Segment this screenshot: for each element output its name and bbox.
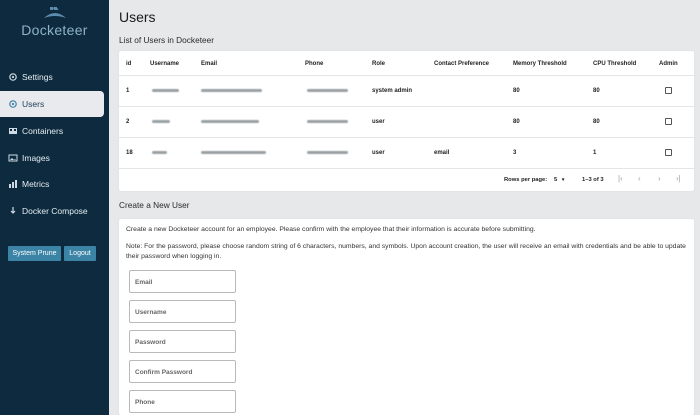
redacted-email (201, 89, 262, 92)
list-title: List of Users in Docketeer (119, 35, 214, 45)
cell-cpu-threshold: 1 (593, 150, 597, 156)
column-header-cpu-threshold[interactable]: CPU Threshold (593, 61, 637, 67)
phone-field[interactable] (129, 390, 236, 413)
first-page-icon[interactable]: |‹ (618, 174, 623, 183)
column-header-phone[interactable]: Phone (305, 61, 324, 67)
sidebar-item-metrics[interactable] (0, 171, 109, 197)
rows-per-page-label: Rows per page: (504, 177, 548, 183)
password-input[interactable] (130, 332, 235, 353)
row-divider (119, 168, 694, 169)
sidebar-item-label: Docker Compose (22, 206, 88, 216)
sidebar-item-containers[interactable] (0, 118, 109, 144)
sidebar-item-label: Settings (22, 72, 53, 82)
email-field[interactable] (129, 270, 236, 293)
column-header-admin[interactable]: Admin (659, 61, 678, 67)
sidebar-item-label: Containers (22, 126, 64, 136)
email-input[interactable] (130, 272, 235, 293)
column-header-memory-threshold[interactable]: Memory Threshold (513, 61, 567, 67)
sidebar-item-images[interactable] (0, 145, 109, 171)
confirm-password-input[interactable] (130, 362, 235, 383)
sidebar (0, 0, 109, 415)
pagination-range: 1–3 of 3 (582, 177, 604, 183)
redacted-username (152, 89, 179, 92)
cell-role: system admin (372, 88, 413, 94)
cell-role: user (372, 119, 385, 125)
column-header-id[interactable]: id (126, 61, 132, 67)
column-header-role[interactable]: Role (372, 61, 386, 67)
column-header-contact-preference[interactable]: Contact Preference (434, 61, 490, 67)
sidebar-item-users[interactable] (0, 91, 104, 117)
sidebar-item-label: Images (22, 153, 50, 163)
next-page-icon[interactable]: › (658, 174, 661, 183)
cell-id: 2 (126, 119, 130, 125)
column-header-username[interactable]: Username (150, 61, 180, 67)
create-user-title: Create a New User (119, 200, 190, 210)
username-field[interactable] (129, 300, 236, 323)
users-table (119, 51, 694, 191)
metrics-icon (8, 179, 18, 189)
cell-memory-threshold: 3 (513, 150, 517, 156)
logo-text: Docketeer (21, 22, 88, 38)
redacted-phone (307, 151, 348, 154)
cell-memory-threshold: 80 (513, 119, 520, 125)
column-header-email[interactable]: Email (201, 61, 218, 67)
redacted-phone (307, 120, 348, 123)
chevron-down-icon: ▾ (561, 177, 565, 183)
rows-per-page-select[interactable] (554, 177, 564, 183)
sidebar-item-label: Metrics (22, 179, 50, 189)
row-divider (119, 137, 694, 138)
username-input[interactable] (130, 302, 235, 323)
redacted-username (152, 120, 170, 123)
form-note: Note: For the password, please choose random string of 6 characters, numbers, and symbols. Upon account creation, the user will receive an email with credentials and be able to update their password when logging in. (126, 243, 686, 260)
row-divider (119, 106, 694, 107)
system-prune-button[interactable]: System Prune (8, 246, 61, 261)
admin-checkbox[interactable] (665, 149, 672, 156)
last-page-icon[interactable]: ›| (676, 174, 681, 183)
containers-icon (8, 126, 18, 136)
cell-contact-preference: email (434, 150, 450, 156)
phone-input[interactable] (130, 392, 235, 413)
cell-memory-threshold: 80 (513, 88, 520, 94)
redacted-email (201, 120, 259, 123)
redacted-phone (307, 89, 348, 92)
row-divider (119, 75, 694, 76)
images-icon (8, 153, 18, 163)
admin-checkbox[interactable] (665, 87, 672, 94)
admin-checkbox[interactable] (665, 118, 672, 125)
redacted-username (152, 151, 167, 154)
logout-button[interactable]: Logout (64, 246, 96, 261)
previous-page-icon[interactable]: ‹ (638, 174, 641, 183)
form-intro: Create a new Docketeer account for an employee. Please confirm with the employee that their information is accurate before submitting. (126, 226, 536, 233)
cell-id: 1 (126, 88, 130, 94)
gear-icon (8, 99, 18, 109)
sidebar-item-label: Users (22, 99, 45, 109)
cell-role: user (372, 150, 385, 156)
confirm-password-field[interactable] (129, 360, 236, 383)
cell-cpu-threshold: 80 (593, 88, 600, 94)
docker-compose-icon (8, 206, 18, 216)
create-user-form (119, 219, 694, 415)
redacted-email (201, 151, 266, 154)
rows-per-page-value: 5 (554, 177, 558, 183)
cell-id: 18 (126, 150, 133, 156)
cell-cpu-threshold: 80 (593, 119, 600, 125)
sidebar-item-settings[interactable] (0, 64, 109, 90)
password-field[interactable] (129, 330, 236, 353)
gear-icon (8, 72, 18, 82)
sidebar-item-docker-compose[interactable] (0, 198, 109, 224)
page-title: Users (119, 9, 156, 25)
